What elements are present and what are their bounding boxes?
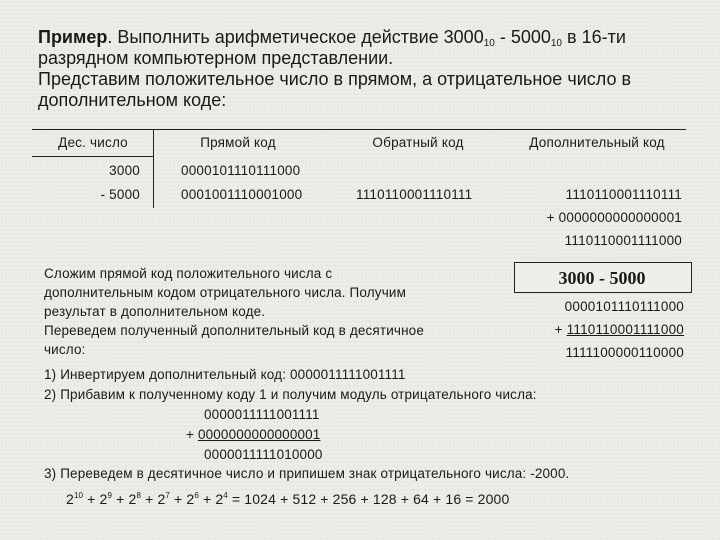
exponent: 6: [194, 491, 199, 500]
sum-text-line-3: результат в дополнительном коде.: [44, 304, 266, 319]
term: + 2: [198, 491, 224, 507]
header-text: в 16-ти: [562, 27, 626, 47]
result-addend: 1110110001111000: [566, 322, 684, 337]
header-line-4: дополнительном коде:: [38, 90, 227, 110]
power-sum-formula: [66, 490, 509, 511]
table-header-rule: [32, 156, 154, 157]
formula-result: = 1024 + 512 + 256 + 128 + 64 + 16 = 2000: [227, 491, 510, 507]
header-line-2: разрядном компьютерном представлении.: [38, 48, 394, 68]
sum-text-line-4: Переведем полученный дополнительный код в десятичное: [44, 323, 424, 338]
header-text: - 5000: [494, 27, 551, 47]
sum-text-line-2: дополнительным кодом отрицательного числа. Получим: [44, 285, 407, 300]
column-header-direct: Прямой код: [200, 135, 276, 150]
row-5000-decimal: - 5000: [100, 187, 140, 202]
row-5000-complement-c: 1110110001111000: [564, 233, 682, 248]
exponent: 9: [107, 491, 113, 500]
example-label: Пример: [38, 27, 108, 47]
term: + 2: [112, 491, 137, 507]
column-header-inverse: Обратный код: [372, 135, 464, 150]
row-3000-direct: 0000101110111000: [181, 163, 301, 178]
term: + 2: [170, 491, 195, 507]
plus-sign: +: [554, 322, 567, 337]
row-5000-inverse: 1110110001110111: [356, 187, 473, 202]
row-3000-decimal: 3000: [109, 163, 140, 178]
subscript-base: 10: [550, 38, 562, 49]
step-2-addend: 0000000000000001: [197, 427, 321, 442]
row-5000-complement-a: 1110110001110111: [565, 187, 682, 202]
term: 2: [66, 491, 74, 507]
step-2-value-a: 0000011111001111: [204, 407, 320, 422]
subscript-base: 10: [483, 38, 495, 49]
step-2: 2) Прибавим к полученному коду 1 и получим модуль отрицательного числа:: [44, 387, 537, 402]
header-line-3: Представим положительное число в прямом, а отрицательное число в: [38, 69, 632, 89]
term: + 2: [141, 491, 166, 507]
table-column-rule: [153, 129, 154, 208]
plus-sign: +: [186, 427, 198, 442]
step-2-value-b: [186, 425, 320, 444]
header-text: . Выполнить арифметическое действие 3000: [107, 27, 484, 47]
result-box-title: 3000 - 5000: [558, 268, 646, 288]
row-5000-complement-b: + 0000000000000001: [546, 210, 682, 225]
sum-text-line-5: число:: [44, 342, 86, 357]
step-1: 1) Инвертируем дополнительный код: 0000011111001111: [44, 367, 406, 382]
result-line-1: 0000101110111000: [564, 299, 684, 314]
exponent: 8: [136, 491, 142, 500]
step-2-value-c: 0000011111010000: [204, 447, 323, 462]
step-3: 3) Переведем в десятичное число и припишем знак отрицательного числа: -2000.: [44, 466, 570, 481]
term: + 2: [83, 491, 108, 507]
exponent: 4: [223, 491, 228, 500]
sum-text-line-1: Сложим прямой код положительного числа с: [44, 266, 333, 281]
column-header-decimal: Дес. число: [58, 135, 128, 150]
row-5000-direct: 0001001110001000: [181, 187, 303, 202]
exponent: 7: [165, 491, 170, 500]
result-line-3: 1111100000110000: [565, 345, 684, 360]
result-line-2: [555, 322, 684, 337]
table-top-rule: [32, 129, 686, 130]
exponent: 10: [73, 491, 84, 500]
column-header-complement: Дополнительный код: [529, 135, 665, 150]
